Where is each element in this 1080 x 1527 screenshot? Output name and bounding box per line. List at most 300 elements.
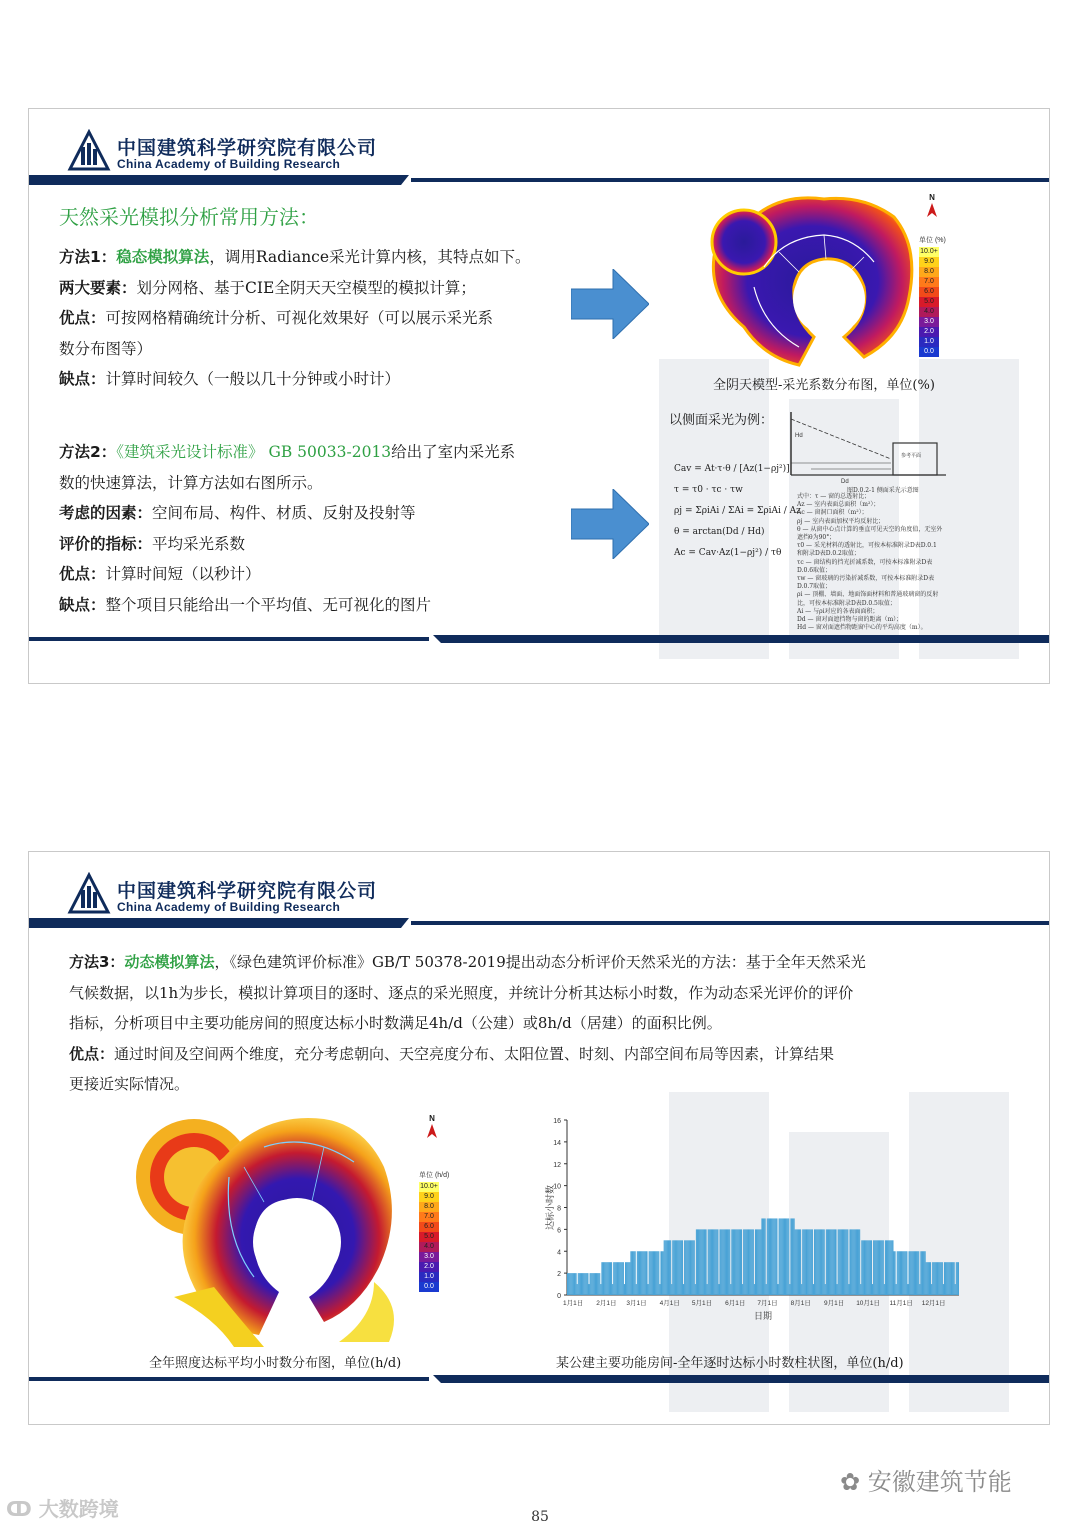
bar — [636, 1284, 637, 1295]
bar — [843, 1229, 844, 1295]
org-name-en: China Academy of Building Research — [117, 900, 341, 914]
bar — [696, 1229, 697, 1295]
bar — [602, 1262, 603, 1295]
bar — [837, 1284, 838, 1295]
bar — [829, 1229, 830, 1295]
bar — [922, 1251, 923, 1295]
hourly-bar-chart — [509, 1110, 969, 1340]
bar — [813, 1284, 814, 1295]
bar — [817, 1229, 818, 1295]
formula-note: τ0 — 采光材料的透射比，可按本标准附录D表D.0.1 — [797, 542, 937, 550]
bar — [909, 1251, 910, 1295]
legend-swatch: 8.0 — [919, 267, 939, 277]
bar — [665, 1240, 666, 1295]
bar — [791, 1218, 792, 1295]
bar — [691, 1240, 692, 1295]
bar — [756, 1229, 757, 1295]
bar — [713, 1229, 714, 1295]
bar — [758, 1229, 759, 1295]
bar — [760, 1229, 761, 1295]
page-number: 85 — [531, 1509, 549, 1525]
bar — [943, 1284, 944, 1295]
bar — [845, 1229, 846, 1295]
legend-swatch: 6.0 — [919, 287, 939, 297]
formula-note: ρj — 室内表面加权平均反射比； — [797, 517, 885, 525]
legend-swatch: 10.0+ — [420, 1183, 438, 1190]
bar — [780, 1218, 781, 1295]
bar — [955, 1284, 956, 1295]
legend-swatch: 2.0 — [419, 1262, 439, 1272]
bar — [745, 1229, 746, 1295]
bar — [916, 1251, 917, 1295]
bar — [956, 1262, 957, 1295]
bar — [882, 1240, 883, 1295]
bar — [577, 1284, 578, 1295]
bar — [714, 1229, 715, 1295]
bar — [580, 1273, 581, 1295]
bar — [670, 1240, 671, 1295]
method-3-label: 方法3： — [69, 953, 125, 971]
bar — [820, 1229, 821, 1295]
legend-swatch: 0.0 — [919, 347, 939, 357]
bar — [805, 1229, 806, 1295]
legend-swatch: 3.0 — [419, 1252, 439, 1262]
x-tick-label: 8月1日 — [790, 1300, 811, 1307]
slide-1-title: 天然采光模拟分析常用方法： — [59, 205, 319, 229]
y-tick-label: 14 — [553, 1139, 561, 1147]
bar — [709, 1229, 710, 1295]
y-tick-label: 16 — [553, 1118, 561, 1125]
metric-label: 评价的指标： — [59, 534, 153, 553]
cabr-logo-icon — [67, 872, 111, 916]
y-axis-label: 达标小时数 — [545, 1184, 555, 1231]
bar — [609, 1262, 610, 1295]
bar — [786, 1218, 787, 1295]
bar — [622, 1262, 623, 1295]
bar — [849, 1229, 850, 1295]
bar — [678, 1240, 679, 1295]
pros-3-desc-a: 通过时间及空间两个维度，充分考虑朝向、天空亮度分布、太阳位置、时刻、内部空间布局等因素，计算结果 — [114, 1044, 835, 1063]
bar — [790, 1218, 791, 1295]
elements-label: 两大要素： — [59, 278, 137, 297]
bar — [810, 1229, 811, 1295]
bar — [944, 1262, 945, 1295]
bar — [686, 1240, 687, 1295]
bar — [903, 1251, 904, 1295]
account-name: 安徽建筑节能 — [867, 1468, 1012, 1496]
bar — [783, 1218, 784, 1295]
pros-3-label: 优点： — [69, 1044, 115, 1063]
bar — [711, 1229, 712, 1295]
north-arrow-icon — [425, 1114, 439, 1142]
bar — [701, 1229, 702, 1295]
bar — [680, 1240, 681, 1295]
bar — [762, 1218, 763, 1295]
pros-text-a: 可按网格精确统计分析、可视化效果好（可以展示采光系 — [105, 309, 494, 327]
right-arrow-icon — [571, 269, 649, 339]
bar — [787, 1218, 788, 1295]
formula-note: 和附录D表D.0.2取值； — [797, 550, 860, 558]
method-1-label: 方法1： — [59, 248, 117, 266]
y-tick-label: 12 — [553, 1161, 561, 1169]
color-legend — [919, 235, 946, 357]
formula-line: Cav = At·τ·θ / [Az(1−ρj²)] — [674, 464, 790, 474]
bar — [634, 1251, 635, 1295]
bar — [866, 1240, 867, 1295]
bar — [648, 1284, 649, 1295]
bar — [568, 1273, 569, 1295]
bar — [658, 1251, 659, 1295]
bar — [868, 1240, 869, 1295]
figure-label: 图D.0.2-1 侧面采光示意图 — [847, 487, 919, 494]
bar — [576, 1273, 577, 1295]
bar — [840, 1229, 841, 1295]
bar — [599, 1273, 600, 1295]
bar — [856, 1229, 857, 1295]
bar — [910, 1251, 911, 1295]
bar — [739, 1229, 740, 1295]
bar — [707, 1284, 708, 1295]
bar — [723, 1229, 724, 1295]
formula-note: 比，可按本标准附录D表D.0.5取值； — [797, 599, 896, 607]
map-caption-2: 全年照度达标平均小时数分布图，单位(h/d) — [149, 1356, 402, 1371]
bar — [768, 1218, 769, 1295]
bar — [571, 1273, 572, 1295]
bar — [802, 1229, 803, 1295]
bar — [946, 1262, 947, 1295]
x-tick-label: 1月1日 — [563, 1300, 584, 1307]
bar — [728, 1229, 729, 1295]
formula-note: D.0.6取值； — [797, 566, 832, 574]
bar — [853, 1229, 854, 1295]
side-lighting-label: 以侧面采光为例： — [669, 413, 774, 428]
bar — [643, 1251, 644, 1295]
bar — [735, 1229, 736, 1295]
bar — [875, 1240, 876, 1295]
formula-note: θ — 从窗中心点计算的垂直可见天空的角度值，无室外 — [797, 525, 943, 533]
bar — [918, 1251, 919, 1295]
x-tick-label: 6月1日 — [725, 1300, 746, 1307]
bar — [927, 1262, 928, 1295]
bar — [660, 1251, 661, 1295]
bar — [926, 1262, 927, 1295]
bar — [773, 1218, 774, 1295]
legend-swatch: 4.0 — [419, 1242, 439, 1252]
bar — [633, 1251, 634, 1295]
bar — [750, 1229, 751, 1295]
bar — [671, 1284, 672, 1295]
bar — [727, 1229, 728, 1295]
x-tick-label: 12月1日 — [921, 1300, 946, 1307]
org-name-cn: 中国建筑科学研究院有限公司 — [117, 880, 378, 902]
bar — [887, 1240, 888, 1295]
bar — [627, 1262, 628, 1295]
bar — [623, 1262, 624, 1295]
bar — [888, 1240, 889, 1295]
bar — [732, 1229, 733, 1295]
bar — [641, 1251, 642, 1295]
bar — [612, 1284, 613, 1295]
bar — [610, 1262, 611, 1295]
legend-swatch: 3.0 — [919, 317, 939, 327]
y-tick-label: 0 — [557, 1293, 561, 1300]
bar — [698, 1229, 699, 1295]
bar — [806, 1229, 807, 1295]
formula-line: τ = τ0 · τc · τw — [674, 485, 743, 495]
map-caption-1: 全阴天模型-采光系数分布图，单位(%) — [713, 378, 935, 393]
bar — [769, 1218, 770, 1295]
bar — [674, 1240, 675, 1295]
bar — [932, 1262, 933, 1295]
bar — [644, 1251, 645, 1295]
bar — [738, 1229, 739, 1295]
bar — [912, 1251, 913, 1295]
bar — [857, 1229, 858, 1295]
bar — [592, 1273, 593, 1295]
bar — [579, 1273, 580, 1295]
bar — [839, 1229, 840, 1295]
pros-label: 优点： — [59, 309, 106, 327]
legend-title: 单位 (h/d) — [419, 1172, 450, 1179]
bar — [812, 1229, 813, 1295]
illuminance-hours-map — [134, 1107, 414, 1347]
bar — [907, 1284, 908, 1295]
elements-text: 划分网格、基于CIE全阴天天空模型的模拟计算； — [136, 278, 476, 297]
bar — [740, 1229, 741, 1295]
bar — [720, 1229, 721, 1295]
bar — [766, 1284, 767, 1295]
bar — [947, 1262, 948, 1295]
method-2-name: 《建筑采光设计标准》 GB 50033-2013 — [116, 443, 392, 461]
bar — [942, 1262, 943, 1295]
north-label: N — [929, 193, 935, 202]
formula-note: Az — 室内表面总面积（m²）； — [797, 501, 880, 509]
bar — [572, 1273, 573, 1295]
bar — [596, 1273, 597, 1295]
legend-swatch: 1.0 — [919, 337, 939, 347]
bar — [737, 1229, 738, 1295]
x-tick-label: 5月1日 — [691, 1300, 713, 1307]
bar — [917, 1251, 918, 1295]
y-tick-label: 6 — [557, 1227, 561, 1235]
bar — [573, 1273, 574, 1295]
bar — [800, 1229, 801, 1295]
bar — [781, 1218, 782, 1295]
bar — [841, 1229, 842, 1295]
method-2-label: 方法2： — [59, 443, 117, 461]
bar — [876, 1240, 877, 1295]
bar — [873, 1240, 874, 1295]
bar — [893, 1251, 894, 1295]
bar — [646, 1251, 647, 1295]
bar — [897, 1251, 898, 1295]
bar — [591, 1273, 592, 1295]
bar — [668, 1240, 669, 1295]
bar — [772, 1218, 773, 1295]
bar — [878, 1240, 879, 1295]
bar — [860, 1284, 861, 1295]
bar — [581, 1273, 582, 1295]
bar — [663, 1251, 664, 1295]
bar — [689, 1240, 690, 1295]
north-arrow-icon — [925, 193, 939, 221]
bar — [715, 1229, 716, 1295]
formula-note: D.0.7取值； — [797, 583, 832, 591]
cons-2-label: 缺点： — [59, 595, 106, 614]
formula-line: θ = arctan(Dd / Hd) — [674, 527, 765, 537]
formula-note: Ac — 窗洞口面积（m²）； — [797, 509, 868, 517]
bar — [677, 1240, 678, 1295]
legend-swatch: 1.0 — [419, 1272, 439, 1282]
bar — [638, 1251, 639, 1295]
bar — [886, 1240, 887, 1295]
bar — [655, 1251, 656, 1295]
bar — [948, 1262, 949, 1295]
bar — [827, 1229, 828, 1295]
bar — [929, 1262, 930, 1295]
bar — [905, 1251, 906, 1295]
bar — [749, 1229, 750, 1295]
bar — [578, 1273, 579, 1295]
formula-note: Hd — 窗对面遮挡物距窗中心的平均高度（m）。 — [797, 624, 927, 632]
bar — [645, 1251, 646, 1295]
bar — [688, 1240, 689, 1295]
cons-text: 计算时间较久（一般以几十分钟或小时计） — [105, 370, 401, 388]
bar — [885, 1240, 886, 1295]
bar — [593, 1273, 594, 1295]
bar — [742, 1284, 743, 1295]
pros-2-text: 计算时间短（以秒计） — [105, 565, 261, 583]
slide-1 — [28, 108, 1050, 684]
pros-3-desc-b: 更接近实际情况。 — [69, 1075, 190, 1093]
bar — [635, 1251, 636, 1295]
x-tick-label: 3月1日 — [626, 1300, 647, 1307]
bar — [669, 1240, 670, 1295]
bar — [687, 1240, 688, 1295]
bar — [583, 1273, 584, 1295]
source-watermark: ↀ 大数跨境 — [6, 1497, 119, 1521]
bar — [706, 1229, 707, 1295]
bar — [871, 1240, 872, 1295]
bar — [796, 1229, 797, 1295]
formula-notes — [797, 493, 1027, 632]
bar — [656, 1251, 657, 1295]
bar — [703, 1229, 704, 1295]
bar — [957, 1262, 958, 1295]
bar — [804, 1229, 805, 1295]
bar — [931, 1284, 932, 1295]
footer-rule — [29, 1375, 1049, 1383]
legend-swatch: 9.0 — [419, 1192, 439, 1202]
bar — [854, 1229, 855, 1295]
bar — [716, 1229, 717, 1295]
bar — [607, 1262, 608, 1295]
bar — [815, 1229, 816, 1295]
footer-rule — [29, 635, 1049, 643]
bar — [587, 1273, 588, 1295]
pros-text-b: 数分布图等） — [59, 339, 153, 358]
bar — [604, 1262, 605, 1295]
bar — [685, 1240, 686, 1295]
bar — [858, 1229, 859, 1295]
bar — [774, 1218, 775, 1295]
bar — [729, 1229, 730, 1295]
bar — [914, 1251, 915, 1295]
bar — [848, 1284, 849, 1295]
legend-swatch: 10.0+ — [920, 248, 938, 255]
bar — [736, 1229, 737, 1295]
bar — [954, 1262, 955, 1295]
bar — [600, 1284, 601, 1295]
bar — [883, 1240, 884, 1295]
wechat-icon: ✿ — [840, 1468, 868, 1496]
slide-header — [29, 109, 1049, 189]
legend-swatch: 9.0 — [919, 257, 939, 267]
bar — [617, 1262, 618, 1295]
account-watermark — [840, 1462, 1012, 1497]
bar — [651, 1251, 652, 1295]
bar — [814, 1229, 815, 1295]
bar — [615, 1262, 616, 1295]
legend-swatch: 0.0 — [419, 1282, 439, 1292]
bar — [852, 1229, 853, 1295]
method-2-block — [59, 437, 579, 620]
bar — [765, 1218, 766, 1295]
bar — [594, 1273, 595, 1295]
bar — [880, 1240, 881, 1295]
bar — [898, 1251, 899, 1295]
bar — [700, 1229, 701, 1295]
bar — [920, 1251, 921, 1295]
bar — [667, 1240, 668, 1295]
bar — [629, 1262, 630, 1295]
bar — [823, 1229, 824, 1295]
bar — [846, 1229, 847, 1295]
org-name-en: China Academy of Building Research — [117, 157, 341, 171]
bar — [649, 1251, 650, 1295]
bar — [754, 1284, 755, 1295]
header-rule — [29, 918, 1049, 928]
bar — [938, 1262, 939, 1295]
bar — [708, 1229, 709, 1295]
bar — [798, 1229, 799, 1295]
bar — [616, 1262, 617, 1295]
bar — [722, 1229, 723, 1295]
legend-swatch: 4.0 — [919, 307, 939, 317]
method-1-block — [59, 242, 579, 395]
bar — [789, 1284, 790, 1295]
bar — [782, 1218, 783, 1295]
bar — [862, 1240, 863, 1295]
bar — [757, 1229, 758, 1295]
bar — [683, 1284, 684, 1295]
bar — [650, 1251, 651, 1295]
bar — [855, 1229, 856, 1295]
x-tick-label: 9月1日 — [823, 1300, 845, 1307]
bar — [835, 1229, 836, 1295]
bar — [924, 1251, 925, 1295]
bar — [664, 1240, 665, 1295]
bar — [838, 1229, 839, 1295]
color-legend — [419, 1170, 449, 1292]
north-label: N — [429, 1114, 435, 1123]
bar — [950, 1262, 951, 1295]
bar — [741, 1229, 742, 1295]
formula-line: ρj = ΣρiAi / ΣAi = ΣρiAi / Az — [674, 506, 801, 516]
bar — [902, 1251, 903, 1295]
bar — [621, 1262, 622, 1295]
cabr-logo-icon — [67, 129, 111, 173]
